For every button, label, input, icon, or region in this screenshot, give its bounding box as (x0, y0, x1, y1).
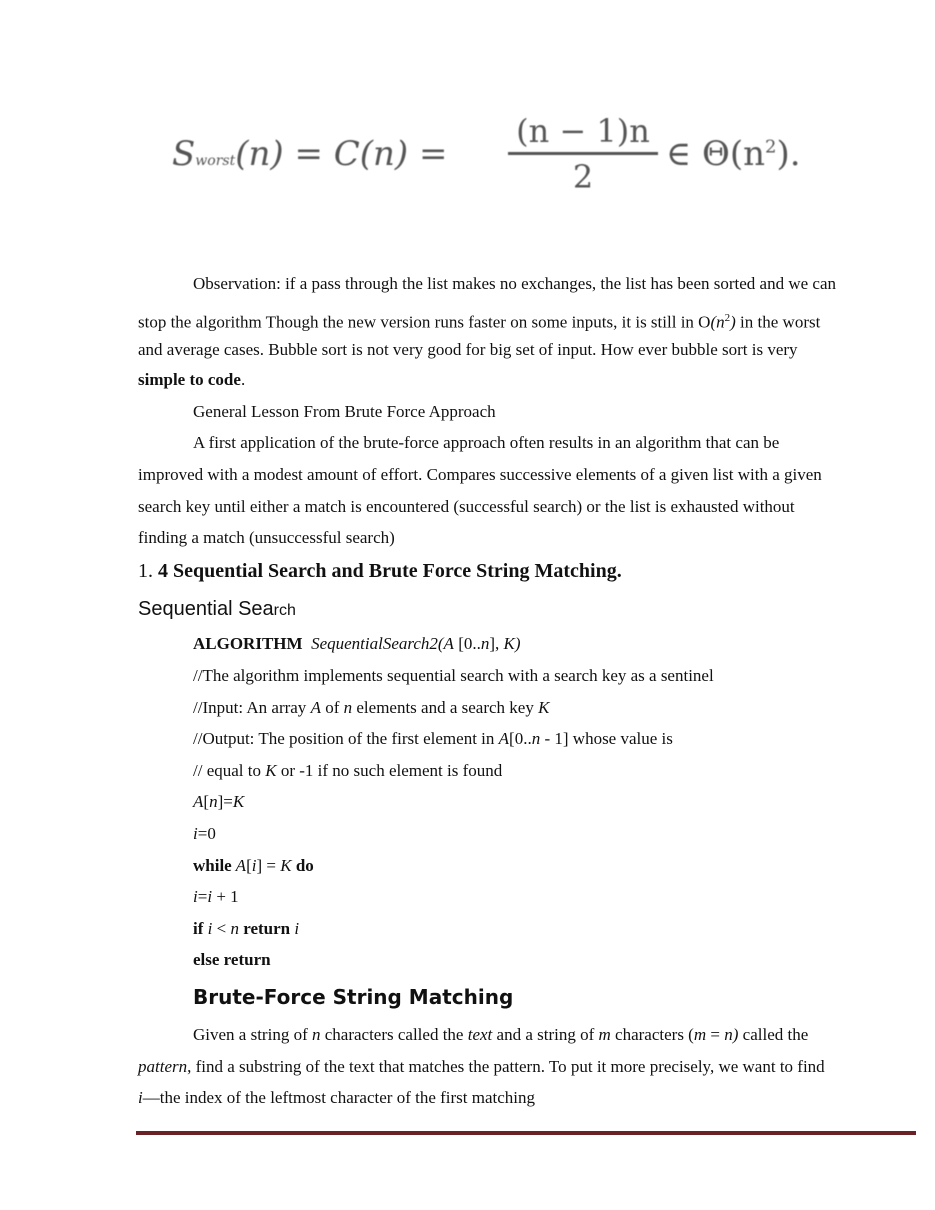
algorithm-comment-4: // equal to K or -1 if no such element is found (193, 761, 503, 780)
algorithm-step-1: A[n]=K (193, 792, 245, 811)
formula-fraction (508, 112, 658, 195)
para3-line1: Given a string of n characters called the text and a string of m characters (m = n) called the (193, 1025, 809, 1044)
algorithm-step-3: while A[i] = K do (193, 856, 314, 875)
lesson-title: General Lesson From Brute Force Approach (193, 402, 496, 421)
algorithm-comment-1: //The algorithm implements sequential search with a search key as a sentinel (193, 666, 714, 685)
para1-line4: simple to code. (138, 370, 246, 389)
algorithm-comment-2: //Input: An array A of n elements and a search key K (193, 698, 550, 717)
formula-lhs: Sworst(n) = C(n) = (172, 134, 448, 174)
algorithm-step-5: if i < n return i (193, 919, 300, 938)
formula-denominator: 2 (572, 158, 594, 196)
para2-line4: finding a match (unsuccessful search) (138, 528, 395, 547)
section-heading: 1. 4 Sequential Search and Brute Force String Matching. (138, 560, 622, 582)
formula-numerator: (n − 1)n (516, 112, 650, 150)
algorithm-signature: ALGORITHM SequentialSearch2(A [0..n], K) (193, 634, 521, 653)
worst-case-formula-image (172, 112, 832, 202)
fraction-bar (508, 152, 658, 155)
para3-line3: i—the index of the leftmost character of the first matching (138, 1088, 536, 1107)
para3-line2: pattern, find a substring of the text that matches the pattern. To put it more precisely, we want to find (138, 1057, 825, 1076)
para1-line3: and average cases. Bubble sort is not very good for big set of input. How ever bubble sort is very (138, 340, 798, 359)
brute-force-heading: Brute-Force String Matching (193, 985, 514, 1009)
subsection-heading: Sequential Search (138, 598, 296, 620)
para2-line2: improved with a modest amount of effort. Compares successive elements of a given list with a given (138, 465, 822, 484)
algorithm-step-2: i=0 (193, 824, 216, 843)
algorithm-step-4: i=i + 1 (193, 887, 239, 906)
algorithm-step-6: else return (193, 950, 271, 969)
para1-line2: stop the algorithm Though the new version runs faster on some inputs, it is still in $O(n^2)$ in the worst (138, 312, 821, 332)
algorithm-comment-3: //Output: The position of the first element in A[0..n - 1] whose value is (193, 729, 673, 748)
footer-rule (136, 1131, 916, 1135)
para2-line1: A first application of the brute-force approach often results in an algorithm that can be (193, 433, 780, 452)
para2-line3: search key until either a match is encountered (successful search) or the list is exhausted without (138, 497, 795, 516)
para1-line1: Observation: if a pass through the list makes no exchanges, the list has been sorted and we can (193, 274, 836, 293)
formula-rhs: ∈ $\Theta(n^2)$. (666, 134, 801, 174)
